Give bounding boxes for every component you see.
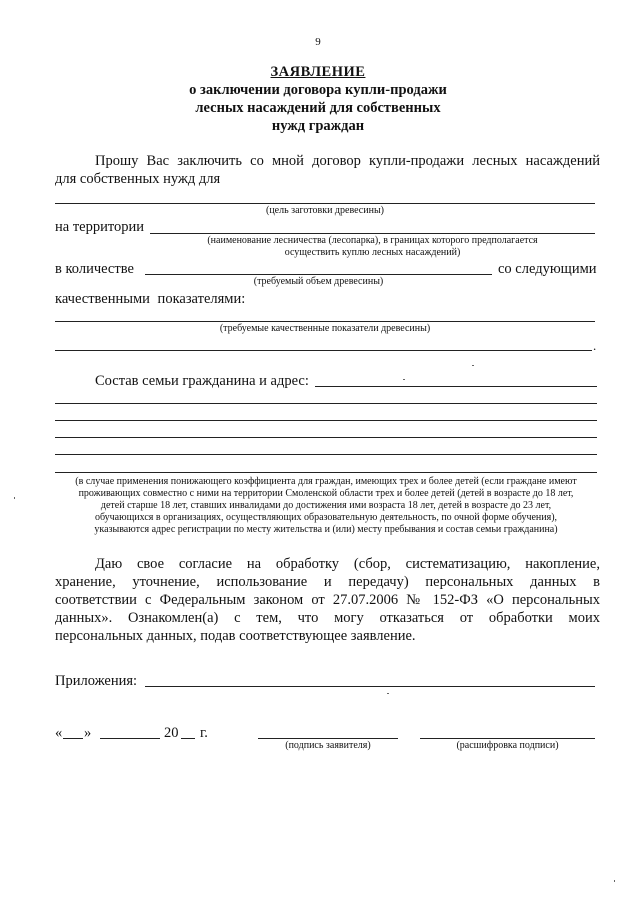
scan-speck [14, 497, 15, 499]
consent-line-2: хранение, уточнение, использование и передачу) персональных данных в [55, 574, 600, 590]
signature-field-line[interactable] [258, 738, 398, 739]
quantity-field-line[interactable] [145, 274, 492, 275]
scan-speck [403, 379, 405, 380]
attachments-field-line[interactable] [145, 686, 595, 687]
scan-speck [614, 880, 615, 882]
quantity-suffix: со следующими [498, 261, 597, 277]
date-year-field[interactable] [181, 738, 195, 739]
caption-volume: (требуемый объем древесины) [253, 276, 384, 287]
scan-speck [472, 365, 474, 366]
family-field-line-6[interactable] [55, 472, 597, 473]
territory-field-line[interactable] [150, 233, 595, 234]
territory-label: на территории [55, 219, 145, 235]
quality-field-line-2[interactable] [55, 350, 592, 351]
family-field-line-5[interactable] [55, 454, 597, 455]
family-note-line-5: указываются адрес регистрации по месту жительства и (или) месту пребывания и состав семьи гражданина) [94, 524, 558, 535]
family-field-line-1[interactable] [315, 386, 597, 387]
scan-speck [387, 693, 389, 694]
date-close-quote: » [84, 725, 92, 741]
caption-territory-2: осуществить куплю лесных насаждений) [284, 247, 461, 258]
date-year-prefix: 20 [164, 725, 179, 741]
family-note-line-1: (в случае применения понижающего коэффициента для граждан, имеющих трех и более детей (если граждане имеют [75, 476, 577, 487]
caption-territory-1: (наименование лесничества (лесопарка), в границах которого предполагается [207, 235, 538, 246]
document-subtitle-line-3: нужд граждан [271, 118, 365, 134]
document-title: ЗАЯВЛЕНИЕ [270, 64, 366, 80]
date-open-quote: « [55, 725, 63, 741]
document-subtitle-line-2: лесных насаждений для собственных [195, 100, 441, 116]
quantity-label: в количестве [55, 261, 134, 277]
caption-signature: (подпись заявителя) [285, 740, 371, 751]
quality-label: качественными показателями: [55, 291, 246, 307]
document-subtitle-line-1: о заключении договора купли-продажи [189, 82, 447, 98]
consent-line-4: данных». Ознакомлен(а) с тем, что могу отказаться от обработки моих [55, 610, 600, 626]
quality-field-line-1[interactable] [55, 321, 595, 322]
quality-period: . [593, 338, 597, 353]
consent-line-5: персональных данных, подав соответствующее заявление. [55, 628, 416, 644]
family-note-line-2: проживающих совместно с ними на территории Смоленской области трех и более детей (детей в возрасте до 18 лет, [78, 488, 574, 499]
family-note-line-3: детей старше 18 лет, ставших инвалидами до достижения ими возраста 18 лет, детей в возрасте до 23 лет, [100, 500, 552, 511]
request-line-2: для собственных нужд для [55, 171, 221, 187]
request-line-1: Прошу Вас заключить со мной договор купли-продажи лесных насаждений [95, 153, 600, 169]
consent-line-1: Даю свое согласие на обработку (сбор, систематизацию, накопление, [95, 556, 600, 572]
date-day-field[interactable] [63, 738, 83, 739]
family-field-line-4[interactable] [55, 437, 597, 438]
date-year-suffix: г. [200, 725, 208, 741]
family-label: Состав семьи гражданина и адрес: [95, 373, 309, 389]
date-month-field[interactable] [100, 738, 160, 739]
consent-line-3: соответствии с Федеральным законом от 27.07.2006 № 152-ФЗ «О персональных [55, 592, 600, 608]
family-field-line-2[interactable] [55, 403, 597, 404]
page-number: 9 [315, 36, 321, 48]
purpose-field-line[interactable] [55, 203, 595, 204]
family-field-line-3[interactable] [55, 420, 597, 421]
caption-purpose: (цель заготовки древесины) [265, 205, 385, 216]
family-note-line-4: обучающихся в организациях, осуществляющих образовательную деятельность, по очной форме обучения), [94, 512, 558, 523]
signature-decoding-field-line[interactable] [420, 738, 595, 739]
caption-signature-decoding: (расшифровка подписи) [456, 740, 559, 751]
attachments-label: Приложения: [55, 673, 138, 689]
caption-quality: (требуемые качественные показатели древесины) [219, 323, 431, 334]
